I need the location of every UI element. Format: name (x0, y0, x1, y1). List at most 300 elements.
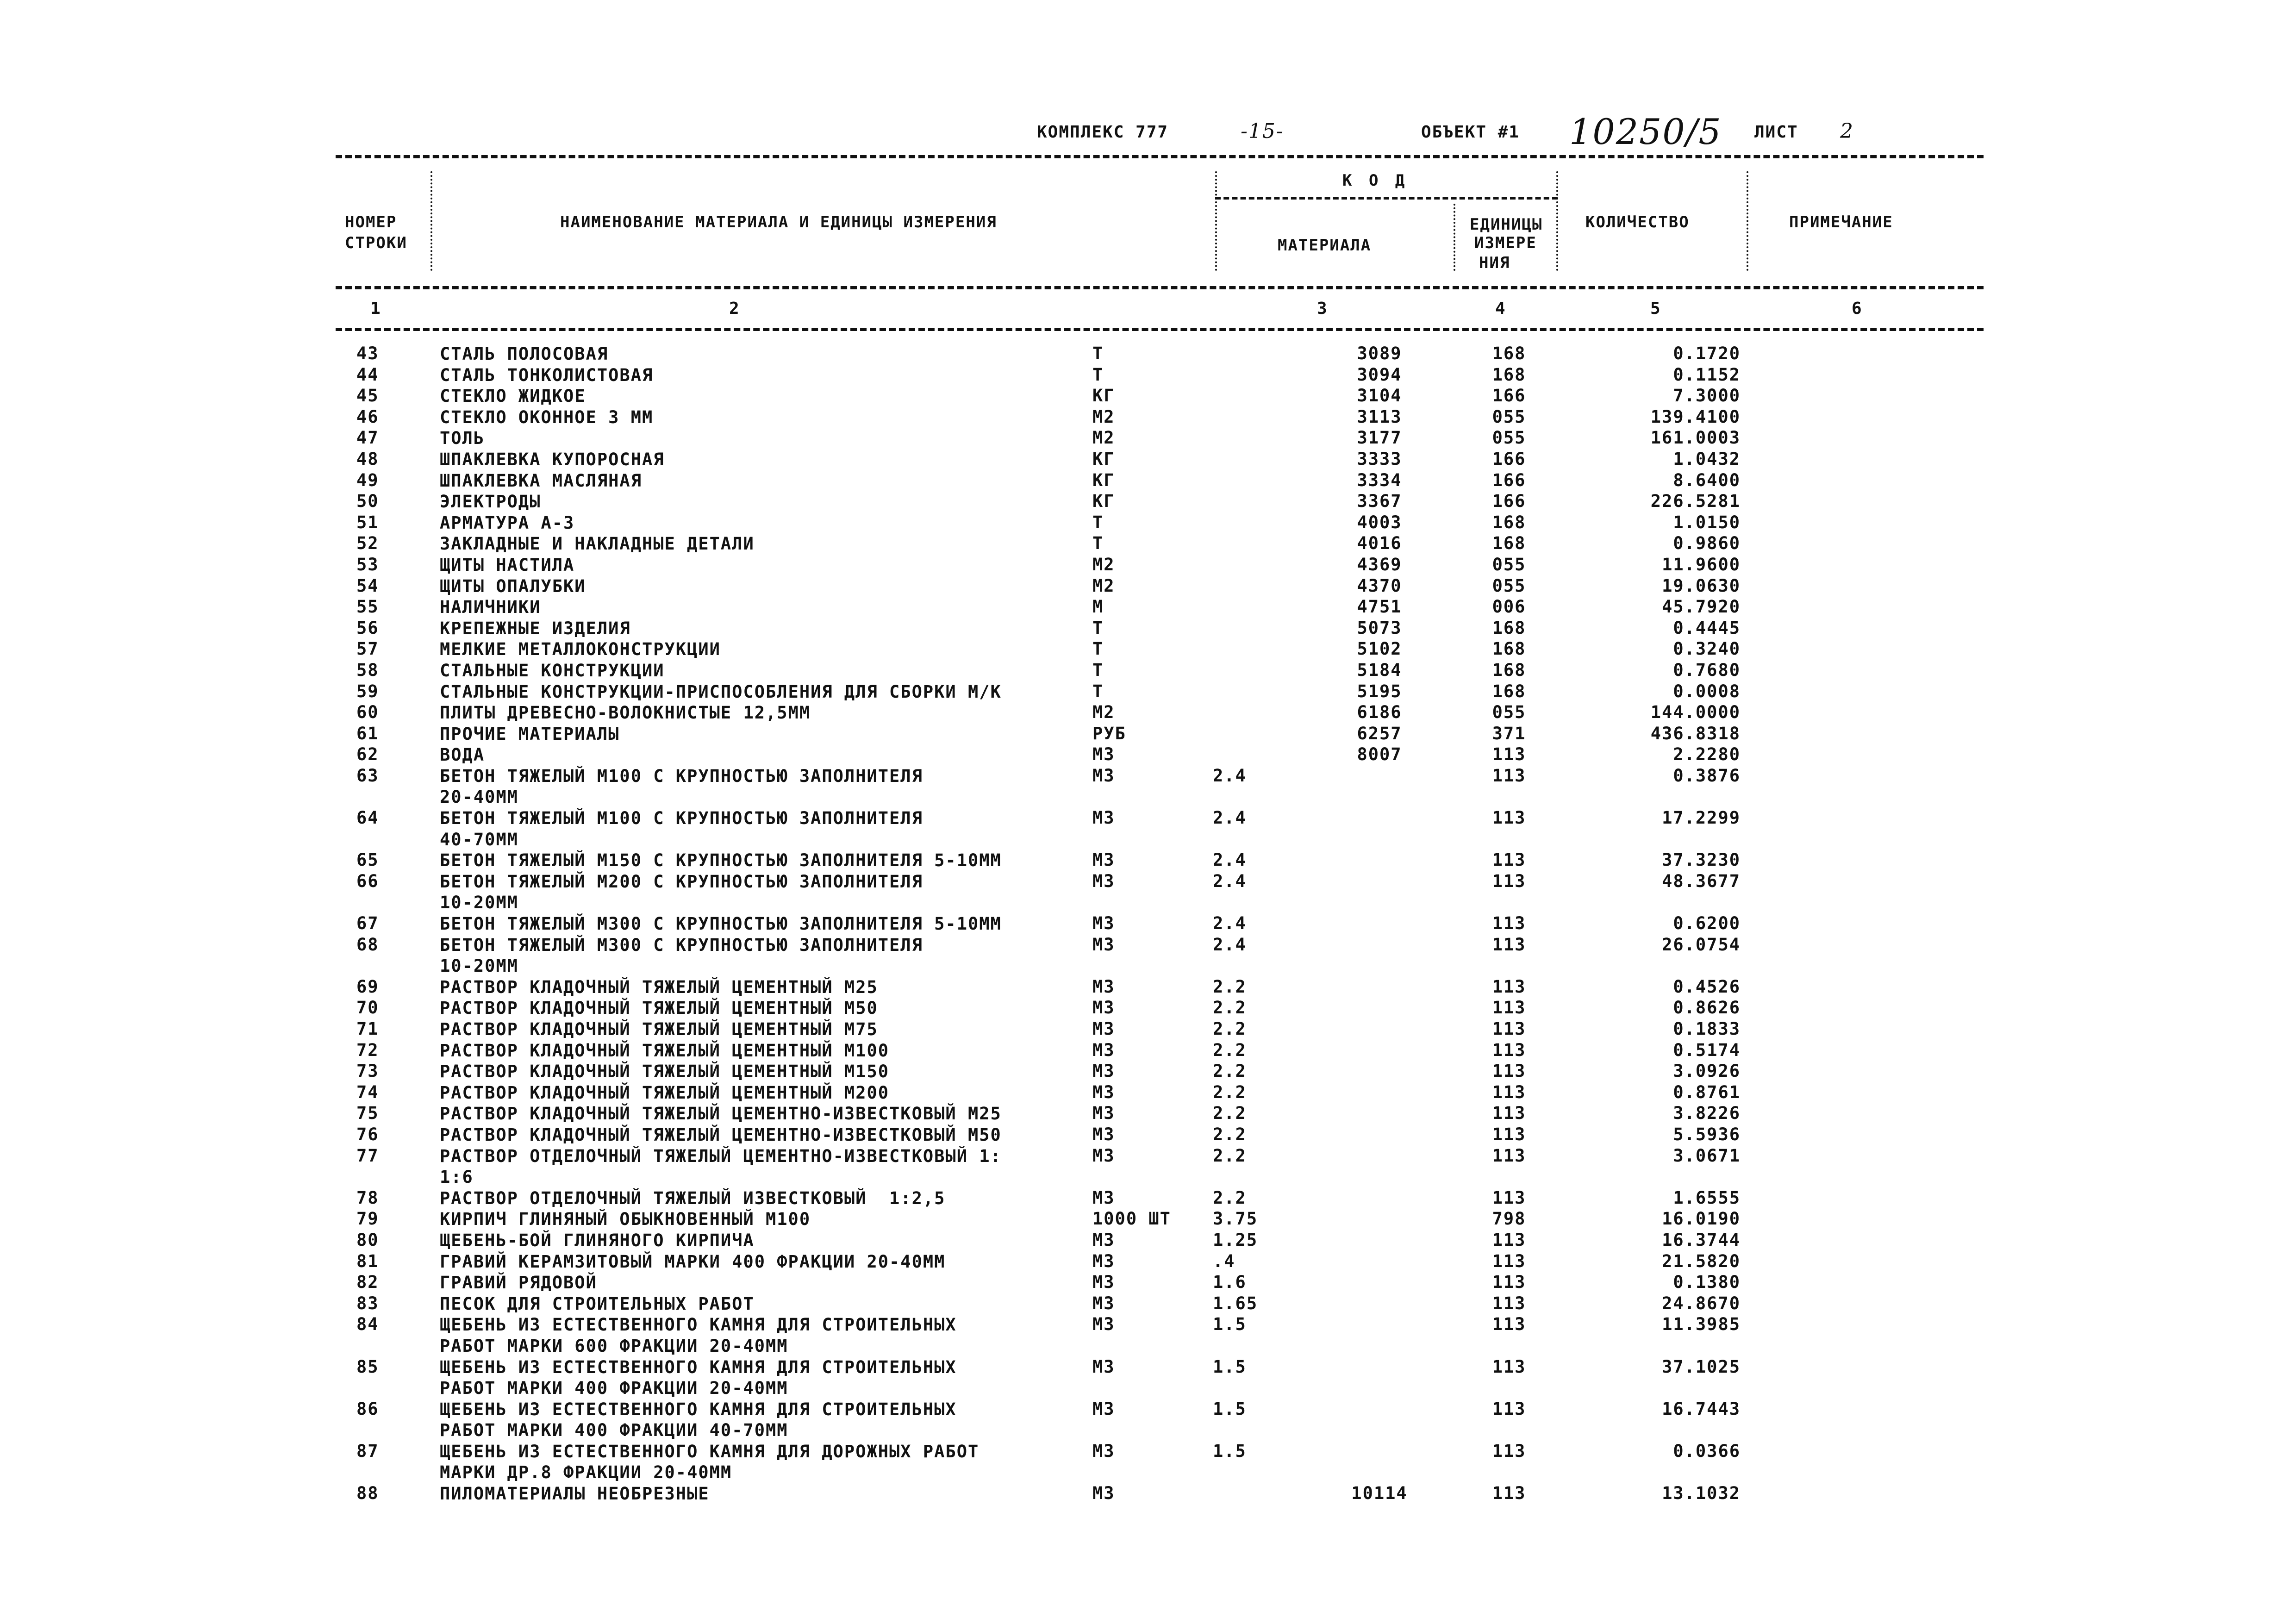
quantity-value: 11.3985 (1662, 1314, 1741, 1335)
density-value: 1.5 (1213, 1399, 1247, 1419)
material-name: РАСТВОР КЛАДОЧНЫЙ ТЯЖЕЛЫЙ ЦЕМЕНТНЫЙ М100 (440, 1040, 890, 1061)
quantity-value: 0.9860 (1673, 533, 1741, 554)
object-code-handwritten: 10250/5 (1569, 111, 1722, 152)
unit-code: 113 (1492, 976, 1526, 997)
row-number: 70 (356, 998, 379, 1018)
table-row (0, 1293, 2296, 1315)
unit-code: 055 (1492, 428, 1526, 448)
unit-code: 113 (1492, 1061, 1526, 1081)
unit-code: 113 (1492, 1103, 1526, 1124)
unit-of-measure: 1000 ШТ (1092, 1209, 1171, 1229)
row-number: 79 (356, 1209, 379, 1229)
unit-of-measure: М3 (1092, 1293, 1115, 1313)
density-value: 2.4 (1213, 871, 1247, 891)
density-value: 2.2 (1213, 1103, 1247, 1124)
material-name: СТАЛЬНЫЕ КОНСТРУКЦИИ (440, 660, 665, 681)
unit-of-measure: М2 (1092, 575, 1115, 596)
material-code: 4369 (1357, 554, 1402, 575)
unit-code: 113 (1492, 850, 1526, 870)
quantity-value: 16.0190 (1662, 1209, 1741, 1229)
table-row (0, 977, 2296, 998)
unit-code: 113 (1492, 998, 1526, 1018)
col-number-3: 3 (1317, 299, 1327, 318)
density-value: 1.6 (1213, 1272, 1247, 1293)
material-code: 4003 (1357, 512, 1402, 532)
row-number: 77 (356, 1145, 379, 1166)
unit-code: 113 (1492, 1272, 1526, 1293)
unit-of-measure: КГ (1092, 386, 1115, 406)
table-row (0, 597, 2296, 618)
row-number: 66 (356, 871, 379, 891)
unit-of-measure: М3 (1092, 1272, 1115, 1293)
quantity-value: 1.0432 (1673, 449, 1741, 469)
table-row (0, 1483, 2296, 1505)
density-value: 2.2 (1213, 1145, 1247, 1166)
table-row (0, 386, 2296, 407)
quantity-value: 11.9600 (1662, 554, 1741, 575)
header-separator (1556, 171, 1558, 271)
quantity-value: 7.3000 (1673, 386, 1741, 406)
table-row (0, 1357, 2296, 1399)
unit-of-measure: М3 (1092, 1399, 1115, 1419)
quantity-value: 226.5281 (1650, 491, 1741, 512)
table-row (0, 449, 2296, 470)
material-name: ЭЛЕКТРОДЫ (440, 492, 541, 512)
table-row (0, 935, 2296, 977)
row-number: 81 (356, 1251, 379, 1271)
quantity-value: 21.5820 (1662, 1251, 1741, 1271)
table-row (0, 1251, 2296, 1273)
material-name: ЩЕБЕНЬ ИЗ ЕСТЕСТВЕННОГО КАМНЯ ДЛЯ СТРОИТЕЛЬНЫХ РАБОТ МАРКИ 400 ФРАКЦИИ 40-70ММ (440, 1399, 957, 1441)
row-number: 59 (356, 681, 379, 701)
quantity-value: 1.0150 (1673, 512, 1741, 532)
material-name: ВОДА (440, 745, 485, 765)
unit-code: 113 (1492, 808, 1526, 828)
table-row (0, 660, 2296, 681)
table-row (0, 365, 2296, 386)
unit-code: 113 (1492, 1441, 1526, 1461)
unit-of-measure: Т (1092, 660, 1104, 680)
unit-code: 113 (1492, 1293, 1526, 1313)
unit-of-measure: М2 (1092, 406, 1115, 427)
quantity-value: 37.3230 (1662, 850, 1741, 870)
material-name: ЩИТЫ НАСТИЛА (440, 555, 575, 575)
row-number: 68 (356, 934, 379, 955)
table-row (0, 871, 2296, 913)
col-name-header: НАИМЕНОВАНИЕ МАТЕРИАЛА И ЕДИНИЦЫ ИЗМЕРЕНИЯ (560, 213, 997, 231)
material-name: ПИЛОМАТЕРИАЛЫ НЕОБРЕЗНЫЕ (440, 1484, 710, 1504)
material-name: РАСТВОР КЛАДОЧНЫЙ ТЯЖЕЛЫЙ ЦЕМЕНТНЫЙ М50 (440, 998, 878, 1018)
quantity-value: 16.7443 (1662, 1399, 1741, 1419)
material-name: РАСТВОР КЛАДОЧНЫЙ ТЯЖЕЛЫЙ ЦЕМЕНТНЫЙ М25 (440, 977, 878, 997)
quantity-value: 0.0008 (1673, 681, 1741, 701)
row-number: 69 (356, 976, 379, 997)
quantity-value: 24.8670 (1662, 1293, 1741, 1313)
material-name: МЕЛКИЕ МЕТАЛЛОКОНСТРУКЦИИ (440, 639, 721, 660)
unit-code: 113 (1492, 913, 1526, 934)
row-number: 73 (356, 1061, 379, 1081)
table-row (0, 1061, 2296, 1082)
unit-code: 113 (1492, 744, 1526, 765)
row-number: 74 (356, 1082, 379, 1102)
table-row (0, 576, 2296, 597)
row-number: 72 (356, 1040, 379, 1060)
header-separator (1454, 204, 1455, 271)
quantity-value: 0.4526 (1673, 976, 1741, 997)
quantity-value: 16.3744 (1662, 1230, 1741, 1250)
material-name: СТАЛЬНЫЕ КОНСТРУКЦИИ-ПРИСПОСОБЛЕНИЯ ДЛЯ СБОРКИ М/К (440, 681, 1002, 702)
density-value: 2.2 (1213, 1082, 1247, 1102)
table-row (0, 998, 2296, 1019)
row-number: 58 (356, 660, 379, 680)
material-code: 3113 (1357, 406, 1402, 427)
unit-of-measure: М3 (1092, 1314, 1115, 1335)
table-row (0, 1441, 2296, 1483)
unit-of-measure: М3 (1092, 1230, 1115, 1250)
unit-code: 113 (1492, 765, 1526, 786)
material-name: РАСТВОР КЛАДОЧНЫЙ ТЯЖЕЛЫЙ ЦЕМЕНТНО-ИЗВЕСТКОВЫЙ М50 (440, 1124, 1002, 1145)
material-code: 3104 (1357, 386, 1402, 406)
quantity-value: 0.1380 (1673, 1272, 1741, 1293)
complex-label: КОМПЛЕКС 777 (1037, 123, 1169, 142)
density-value: 3.75 (1213, 1209, 1258, 1229)
unit-code: 055 (1492, 702, 1526, 723)
quantity-value: 0.1152 (1673, 364, 1741, 385)
unit-of-measure: КГ (1092, 470, 1115, 490)
table-row (0, 913, 2296, 935)
density-value: 2.4 (1213, 808, 1247, 828)
material-code: 5102 (1357, 639, 1402, 659)
quantity-value: 13.1032 (1662, 1483, 1741, 1504)
density-value: .4 (1213, 1251, 1235, 1271)
table-row (0, 428, 2296, 449)
density-value: 2.4 (1213, 850, 1247, 870)
col-number-4: 4 (1495, 299, 1505, 318)
material-name: ПЛИТЫ ДРЕВЕСНО-ВОЛОКНИСТЫЕ 12,5ММ (440, 703, 811, 723)
quantity-value: 436.8318 (1650, 723, 1741, 743)
row-number: 76 (356, 1124, 379, 1144)
density-value: 2.2 (1213, 1019, 1247, 1039)
material-name: ШПАКЛЕВКА КУПОРОСНАЯ (440, 449, 665, 469)
unit-of-measure: М3 (1092, 1145, 1115, 1166)
quantity-value: 0.6200 (1673, 913, 1741, 934)
row-number: 43 (356, 344, 379, 363)
material-name: БЕТОН ТЯЖЕЛЫЙ М100 С КРУПНОСТЬЮ ЗАПОЛНИТЕЛЯ 40-70ММ (440, 808, 923, 849)
unit-of-measure: Т (1092, 533, 1104, 554)
material-name: БЕТОН ТЯЖЕЛЫЙ М200 С КРУПНОСТЬЮ ЗАПОЛНИТЕЛЯ 10-20ММ (440, 871, 923, 913)
row-number: 50 (356, 491, 379, 512)
quantity-value: 0.3240 (1673, 639, 1741, 659)
header-separator (1215, 171, 1217, 271)
material-code: 3333 (1357, 449, 1402, 469)
material-name: ГРАВИЙ КЕРАМЗИТОВЫЙ МАРКИ 400 ФРАКЦИИ 20-40ММ (440, 1251, 946, 1272)
quantity-value: 45.7920 (1662, 597, 1741, 617)
unit-code: 113 (1492, 934, 1526, 955)
density-value: 2.4 (1213, 765, 1247, 786)
quantity-value: 5.5936 (1673, 1124, 1741, 1144)
table-top-rule (336, 155, 1984, 158)
unit-of-measure: М3 (1092, 765, 1115, 786)
material-code: 4016 (1357, 533, 1402, 554)
row-number: 62 (356, 744, 379, 765)
col-quantity-header: КОЛИЧЕСТВО (1585, 213, 1690, 231)
unit-of-measure: КГ (1092, 491, 1115, 512)
density-value: 2.2 (1213, 998, 1247, 1018)
material-name: СТАЛЬ ПОЛОСОВАЯ (440, 344, 609, 364)
material-name: РАСТВОР КЛАДОЧНЫЙ ТЯЖЕЛЫЙ ЦЕМЕНТНЫЙ М75 (440, 1019, 878, 1039)
page-mark: -15- (1241, 119, 1284, 143)
row-number: 55 (356, 597, 379, 617)
unit-of-measure: М2 (1092, 554, 1115, 575)
unit-code: 113 (1492, 1082, 1526, 1102)
quantity-value: 2.2280 (1673, 744, 1741, 765)
unit-code: 113 (1492, 1314, 1526, 1335)
material-code: 5195 (1357, 681, 1402, 701)
material-name: ПРОЧИЕ МАТЕРИАЛЫ (440, 724, 620, 744)
unit-code: 166 (1492, 449, 1526, 469)
quantity-value: 26.0754 (1662, 934, 1741, 955)
unit-of-measure: М3 (1092, 1019, 1115, 1039)
unit-code: 166 (1492, 386, 1526, 406)
material-name: АРМАТУРА А-3 (440, 512, 575, 533)
material-name: БЕТОН ТЯЖЕЛЫЙ М300 С КРУПНОСТЬЮ ЗАПОЛНИТЕЛЯ 5-10ММ (440, 914, 1002, 934)
unit-code: 113 (1492, 1019, 1526, 1039)
unit-of-measure: Т (1092, 618, 1104, 638)
table-row (0, 1082, 2296, 1104)
row-number: 64 (356, 808, 379, 828)
unit-code: 168 (1492, 639, 1526, 659)
row-number: 54 (356, 575, 379, 596)
material-code: 3094 (1357, 364, 1402, 385)
material-code: 3177 (1357, 428, 1402, 448)
density-value: 1.65 (1213, 1293, 1258, 1313)
table-row (0, 1230, 2296, 1251)
material-code: 3334 (1357, 470, 1402, 490)
row-number: 44 (356, 364, 379, 385)
quantity-value: 1.6555 (1673, 1187, 1741, 1208)
col-note-header: ПРИМЕЧАНИЕ (1789, 213, 1893, 231)
row-number: 80 (356, 1230, 379, 1250)
table-row (0, 1209, 2296, 1230)
density-value: 2.2 (1213, 1187, 1247, 1208)
unit-of-measure: М3 (1092, 744, 1115, 765)
quantity-value: 161.0003 (1650, 428, 1741, 448)
material-name: РАСТВОР КЛАДОЧНЫЙ ТЯЖЕЛЫЙ ЦЕМЕНТНЫЙ М200 (440, 1082, 890, 1103)
table-row (0, 344, 2296, 365)
row-number: 53 (356, 554, 379, 575)
material-code: 5184 (1357, 660, 1402, 680)
unit-of-measure: М3 (1092, 934, 1115, 955)
row-number: 51 (356, 512, 379, 532)
row-number: 49 (356, 470, 379, 490)
row-number: 45 (356, 386, 379, 406)
quantity-value: 0.8761 (1673, 1082, 1741, 1102)
row-number: 56 (356, 618, 379, 638)
row-number: 83 (356, 1293, 379, 1313)
material-name: ЩЕБЕНЬ-БОЙ ГЛИНЯНОГО КИРПИЧА (440, 1230, 755, 1250)
row-number: 87 (356, 1441, 379, 1461)
material-code: 8007 (1357, 744, 1402, 765)
row-number: 71 (356, 1019, 379, 1039)
header-separator (1747, 171, 1748, 271)
quantity-value: 0.7680 (1673, 660, 1741, 680)
table-row (0, 744, 2296, 766)
table-row (0, 1399, 2296, 1441)
col-number-6: 6 (1852, 299, 1862, 318)
unit-of-measure: М3 (1092, 1124, 1115, 1144)
unit-of-measure: М2 (1092, 428, 1115, 448)
row-number: 67 (356, 913, 379, 934)
table-row (0, 1103, 2296, 1124)
material-name: ЩЕБЕНЬ ИЗ ЕСТЕСТВЕННОГО КАМНЯ ДЛЯ СТРОИТЕЛЬНЫХ РАБОТ МАРКИ 400 ФРАКЦИИ 20-40ММ (440, 1357, 957, 1399)
material-name: СТАЛЬ ТОНКОЛИСТОВАЯ (440, 365, 654, 385)
unit-of-measure: М3 (1092, 1187, 1115, 1208)
unit-code: 006 (1492, 597, 1526, 617)
materials-table-body (0, 344, 2296, 1505)
unit-code: 113 (1492, 1040, 1526, 1060)
col-material-header: МАТЕРИАЛА (1278, 236, 1372, 255)
col-unit-header-3: НИЯ (1479, 254, 1510, 272)
material-name: СТЕКЛО ОКОННОЕ 3 ММ (440, 407, 654, 427)
unit-code: 113 (1492, 1187, 1526, 1208)
material-name: КРЕПЕЖНЫЕ ИЗДЕЛИЯ (440, 618, 631, 638)
quantity-value: 19.0630 (1662, 575, 1741, 596)
unit-code: 166 (1492, 491, 1526, 512)
material-code: 4751 (1357, 597, 1402, 617)
unit-of-measure: М3 (1092, 1356, 1115, 1377)
sheet-number: 2 (1840, 119, 1854, 143)
quantity-value: 0.5174 (1673, 1040, 1741, 1060)
unit-of-measure: М3 (1092, 1082, 1115, 1102)
unit-code: 113 (1492, 1483, 1526, 1504)
material-name: РАСТВОР ОТДЕЛОЧНЫЙ ТЯЖЕЛЫЙ ЦЕМЕНТНО-ИЗВЕСТКОВЫЙ 1: 1:6 (440, 1146, 1002, 1187)
header-bottom-rule (336, 286, 1984, 289)
col-row-number-header-2: СТРОКИ (345, 234, 407, 252)
unit-code: 113 (1492, 1145, 1526, 1166)
table-row (0, 1124, 2296, 1146)
material-name: РАСТВОР КЛАДОЧНЫЙ ТЯЖЕЛЫЙ ЦЕМЕНТНО-ИЗВЕСТКОВЫЙ М25 (440, 1104, 1002, 1124)
material-code: 5073 (1357, 618, 1402, 638)
material-name: ЩЕБЕНЬ ИЗ ЕСТЕСТВЕННОГО КАМНЯ ДЛЯ СТРОИТЕЛЬНЫХ РАБОТ МАРКИ 600 ФРАКЦИИ 20-40ММ (440, 1315, 957, 1356)
table-row (0, 1314, 2296, 1356)
unit-of-measure: М3 (1092, 1251, 1115, 1271)
unit-code: 113 (1492, 1251, 1526, 1271)
quantity-value: 8.6400 (1673, 470, 1741, 490)
table-row (0, 1146, 2296, 1188)
col-number-1: 1 (370, 299, 381, 318)
col-number-2: 2 (729, 299, 739, 318)
density-value: 1.25 (1213, 1230, 1258, 1250)
unit-code: 055 (1492, 575, 1526, 596)
table-row (0, 533, 2296, 555)
unit-of-measure: М3 (1092, 1040, 1115, 1060)
row-number: 86 (356, 1399, 379, 1419)
density-value: 2.4 (1213, 913, 1247, 934)
quantity-value: 3.8226 (1673, 1103, 1741, 1124)
unit-code: 168 (1492, 618, 1526, 638)
row-number: 88 (356, 1483, 379, 1504)
density-value: 1.5 (1213, 1441, 1247, 1461)
table-row (0, 850, 2296, 871)
quantity-value: 0.0366 (1673, 1441, 1741, 1461)
header-separator (430, 171, 432, 271)
unit-of-measure: М3 (1092, 976, 1115, 997)
table-row (0, 1272, 2296, 1293)
material-name: РАСТВОР КЛАДОЧНЫЙ ТЯЖЕЛЫЙ ЦЕМЕНТНЫЙ М150 (440, 1062, 890, 1082)
unit-of-measure: Т (1092, 512, 1104, 532)
material-name: БЕТОН ТЯЖЕЛЫЙ М300 С КРУПНОСТЬЮ ЗАПОЛНИТЕЛЯ 10-20ММ (440, 935, 923, 976)
table-row (0, 1188, 2296, 1209)
unit-of-measure: М3 (1092, 913, 1115, 934)
unit-code: 168 (1492, 344, 1526, 363)
row-number: 61 (356, 723, 379, 743)
column-numbers-rule (336, 328, 1984, 331)
row-number: 60 (356, 702, 379, 723)
row-number: 82 (356, 1272, 379, 1293)
quantity-value: 0.4445 (1673, 618, 1741, 638)
row-number: 52 (356, 533, 379, 554)
col-unit-header-2: ИЗМЕРЕ (1474, 234, 1537, 252)
unit-of-measure: Т (1092, 344, 1104, 363)
table-row (0, 618, 2296, 639)
material-name: ПЕСОК ДЛЯ СТРОИТЕЛЬНЫХ РАБОТ (440, 1293, 755, 1314)
table-row (0, 639, 2296, 660)
table-row (0, 702, 2296, 724)
quantity-value: 0.8626 (1673, 998, 1741, 1018)
row-number: 85 (356, 1356, 379, 1377)
material-name: ГРАВИЙ РЯДОВОЙ (440, 1273, 597, 1293)
table-row (0, 470, 2296, 492)
col-code-header: К О Д (1342, 171, 1409, 190)
table-row (0, 491, 2296, 512)
unit-code: 798 (1492, 1209, 1526, 1229)
table-row (0, 555, 2296, 576)
row-number: 78 (356, 1187, 379, 1208)
material-code: 4370 (1357, 575, 1402, 596)
density-value: 2.2 (1213, 1040, 1247, 1060)
quantity-value: 0.3876 (1673, 765, 1741, 786)
row-number: 57 (356, 639, 379, 659)
row-number: 84 (356, 1314, 379, 1335)
material-name: БЕТОН ТЯЖЕЛЫЙ М100 С КРУПНОСТЬЮ ЗАПОЛНИТЕЛЯ 20-40ММ (440, 766, 923, 807)
unit-code: 371 (1492, 723, 1526, 743)
quantity-value: 0.1833 (1673, 1019, 1741, 1039)
col-row-number-header-1: НОМЕР (345, 213, 397, 231)
unit-of-measure: М2 (1092, 702, 1115, 723)
material-name: СТЕКЛО ЖИДКОЕ (440, 386, 586, 406)
unit-code: 168 (1492, 681, 1526, 701)
material-code: 6186 (1357, 702, 1402, 723)
quantity-value: 3.0926 (1673, 1061, 1741, 1081)
material-code: 3089 (1357, 344, 1402, 363)
col-number-5: 5 (1650, 299, 1660, 318)
material-code: 10114 (1351, 1483, 1408, 1504)
unit-of-measure: Т (1092, 639, 1104, 659)
unit-of-measure: М3 (1092, 1103, 1115, 1124)
code-sub-rule (1215, 197, 1558, 200)
density-value: 2.2 (1213, 1124, 1247, 1144)
unit-of-measure: Т (1092, 364, 1104, 385)
unit-code: 055 (1492, 554, 1526, 575)
unit-code: 113 (1492, 1124, 1526, 1144)
table-row (0, 1019, 2296, 1040)
unit-of-measure: М3 (1092, 1441, 1115, 1461)
table-row (0, 766, 2296, 808)
unit-of-measure: КГ (1092, 449, 1115, 469)
density-value: 2.2 (1213, 1061, 1247, 1081)
unit-code: 166 (1492, 470, 1526, 490)
sheet-label: ЛИСТ (1754, 123, 1798, 142)
